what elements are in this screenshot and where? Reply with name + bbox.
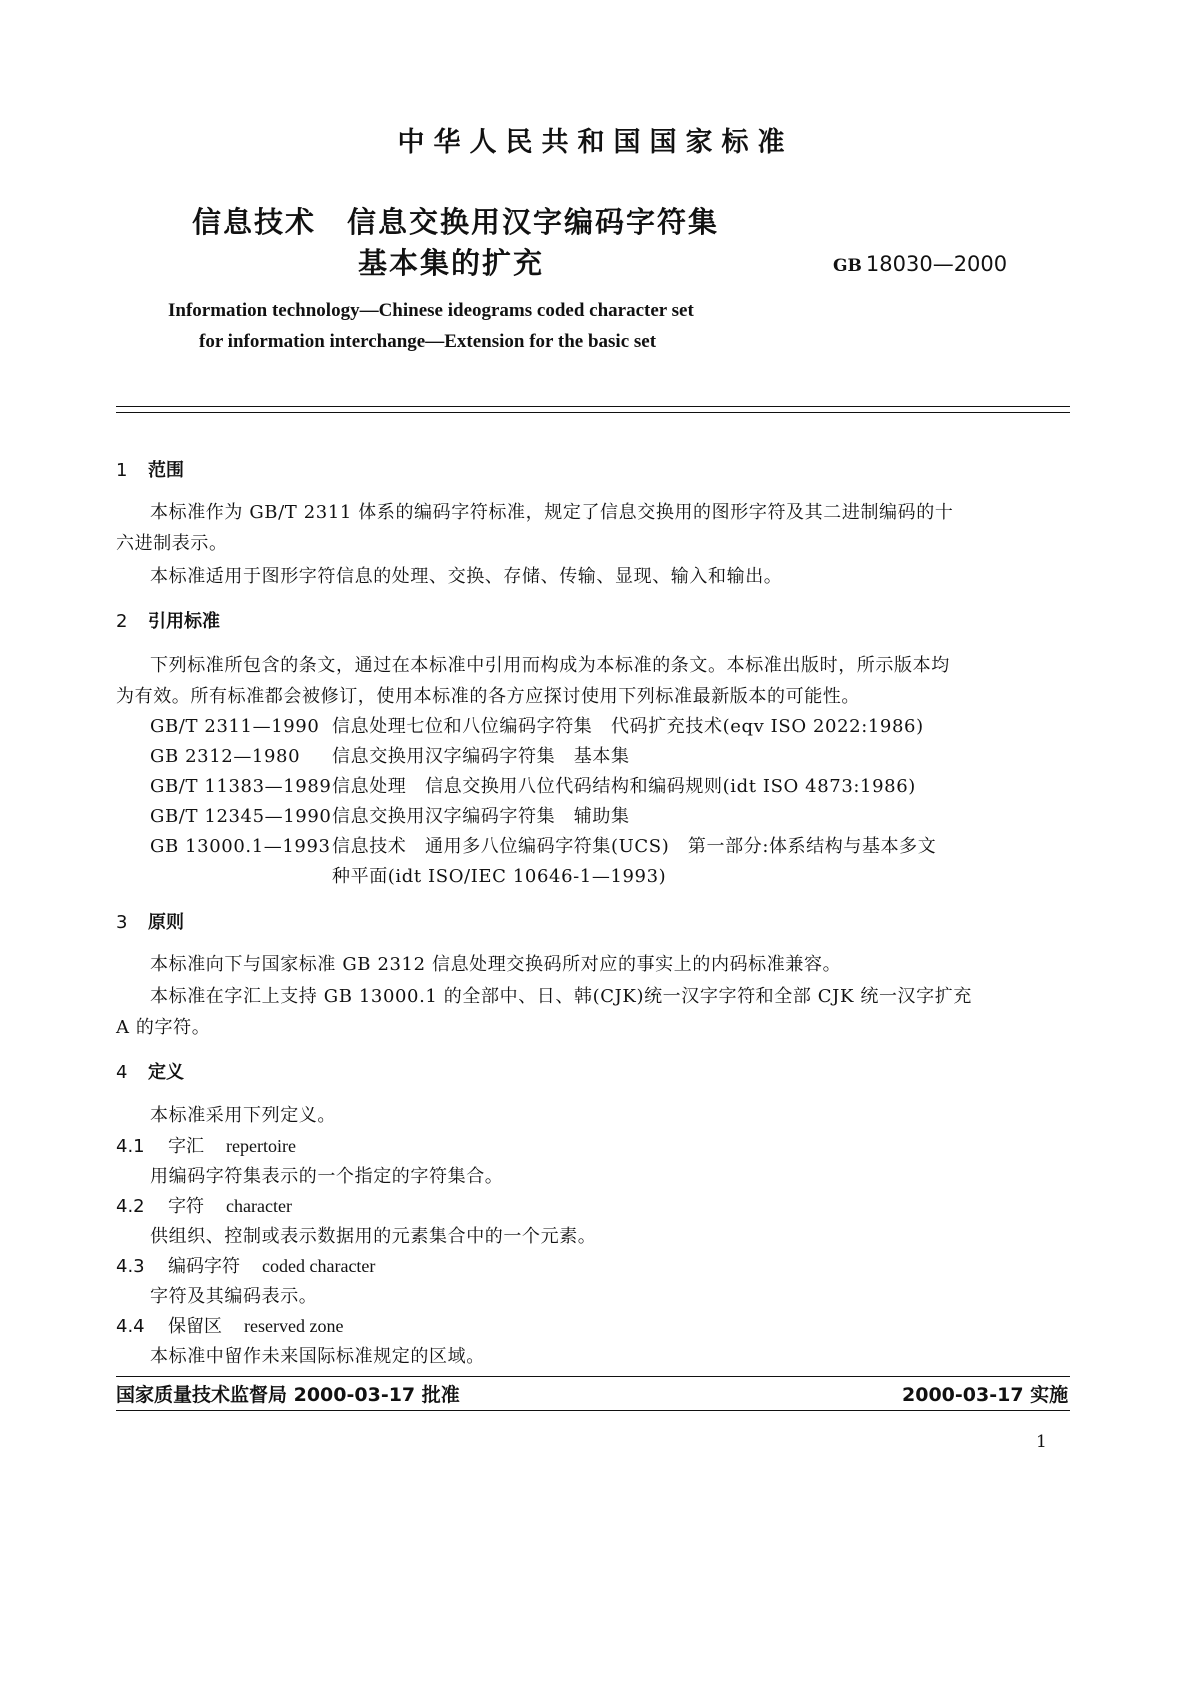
reference-title: 信息处理 信息交换用八位代码结构和编码规则(idt ISO 4873:1986) [332, 776, 916, 797]
definition-term-en: reserved zone [244, 1316, 344, 1336]
section-1-para2: 本标准适用于图形字符信息的处理、交换、存储、传输、显现、输入和输出。 [150, 566, 783, 587]
definition-term: 字符 [168, 1196, 204, 1217]
header-divider-top [116, 406, 1070, 407]
implementation-date: 2000-03-17 实施 [902, 1384, 1069, 1406]
section-1-para1-line1: 本标准作为 GB/T 2311 体系的编码字符标准，规定了信息交换用的图形字符及其二进制编码的十 [150, 502, 954, 523]
definition-term-en: character [226, 1196, 292, 1216]
definition-description: 用编码字符集表示的一个指定的字符集合。 [150, 1166, 504, 1187]
reference-code: GB 2312—1980 [150, 746, 301, 767]
standard-prefix: GB [833, 256, 862, 276]
section-1-para1-line2: 六进制表示。 [116, 533, 228, 554]
reference-item [150, 802, 630, 828]
reference-title: 信息交换用汉字编码字符集 辅助集 [332, 806, 630, 827]
title-en-line2: for information interchange—Extension for the basic set [199, 331, 657, 352]
reference-item [150, 712, 924, 738]
definition-term-en: coded character [262, 1256, 376, 1276]
footer-divider [116, 1376, 1070, 1377]
reference-title: 信息交换用汉字编码字符集 基本集 [332, 746, 630, 767]
standard-code [833, 252, 1007, 276]
reference-title: 信息技术 通用多八位编码字符集(UCS) 第一部分:体系结构与基本多文 [332, 836, 937, 857]
footer-divider-bottom [116, 1410, 1070, 1411]
section-1-heading [116, 456, 184, 482]
section-3-title: 原则 [148, 912, 184, 933]
definition-description: 供组织、控制或表示数据用的元素集合中的一个元素。 [150, 1226, 597, 1247]
reference-item [150, 742, 630, 768]
header-divider-bottom [116, 412, 1070, 413]
reference-title-continuation: 种平面(idt ISO/IEC 10646-1—1993) [332, 866, 667, 887]
approval-line: 国家质量技术监督局 2000-03-17 批准 [116, 1384, 460, 1406]
section-2-heading [116, 607, 220, 633]
definition-heading [116, 1312, 343, 1338]
reference-code: GB/T 11383—1989 [150, 776, 332, 797]
section-1-number: 1 [116, 460, 128, 481]
title-cn-line1: 信息技术 信息交换用汉字编码字符集 [192, 205, 720, 239]
section-3-para2-line1: 本标准在字汇上支持 GB 13000.1 的全部中、日、韩(CJK)统一汉字字符和全部 CJK 统一汉字扩充 [150, 986, 972, 1007]
section-2-para1-line2: 为有效。所有标准都会被修订，使用本标准的各方应探讨使用下列标准最新版本的可能性。 [116, 686, 860, 707]
definition-term-en: repertoire [226, 1136, 296, 1156]
section-4-number: 4 [116, 1062, 128, 1083]
reference-code: GB/T 12345—1990 [150, 806, 332, 827]
section-1-title: 范围 [148, 460, 184, 481]
reference-code: GB 13000.1—1993 [150, 836, 331, 857]
definition-description: 本标准中留作未来国际标准规定的区域。 [150, 1346, 485, 1367]
section-3-number: 3 [116, 912, 128, 933]
title-en-line1: Information technology—Chinese ideograms coded character set [168, 300, 694, 321]
definition-term: 编码字符 [168, 1256, 240, 1277]
section-3-para2-line2: A 的字符。 [116, 1017, 211, 1038]
definition-term: 字汇 [168, 1136, 204, 1157]
definition-heading [116, 1252, 375, 1278]
reference-item [150, 832, 936, 858]
page-number: 1 [1036, 1432, 1047, 1452]
definition-number: 4.1 [116, 1136, 145, 1157]
definition-heading [116, 1132, 296, 1158]
reference-item [150, 772, 916, 798]
definition-description: 字符及其编码表示。 [150, 1286, 318, 1307]
document-header: 中华人民共和国国家标准 [397, 127, 794, 158]
section-4-intro: 本标准采用下列定义。 [150, 1105, 336, 1126]
section-2-title: 引用标准 [148, 611, 220, 632]
definition-term: 保留区 [168, 1316, 222, 1337]
reference-code: GB/T 2311—1990 [150, 716, 320, 737]
section-4-heading [116, 1058, 184, 1084]
section-2-number: 2 [116, 611, 128, 632]
section-3-para1: 本标准向下与国家标准 GB 2312 信息处理交换码所对应的事实上的内码标准兼容。 [150, 954, 842, 975]
definition-number: 4.4 [116, 1316, 145, 1337]
standard-number: 18030—2000 [865, 252, 1008, 276]
definition-number: 4.2 [116, 1196, 145, 1217]
definition-number: 4.3 [116, 1256, 145, 1277]
title-cn-line2: 基本集的扩充 [358, 246, 545, 280]
reference-title: 信息处理七位和八位编码字符集 代码扩充技术(eqv ISO 2022:1986) [332, 716, 924, 737]
section-3-heading [116, 908, 184, 934]
section-4-title: 定义 [148, 1062, 184, 1083]
section-2-para1-line1: 下列标准所包含的条文，通过在本标准中引用而构成为本标准的条文。本标准出版时，所示版本均 [150, 655, 950, 676]
definition-heading [116, 1192, 292, 1218]
